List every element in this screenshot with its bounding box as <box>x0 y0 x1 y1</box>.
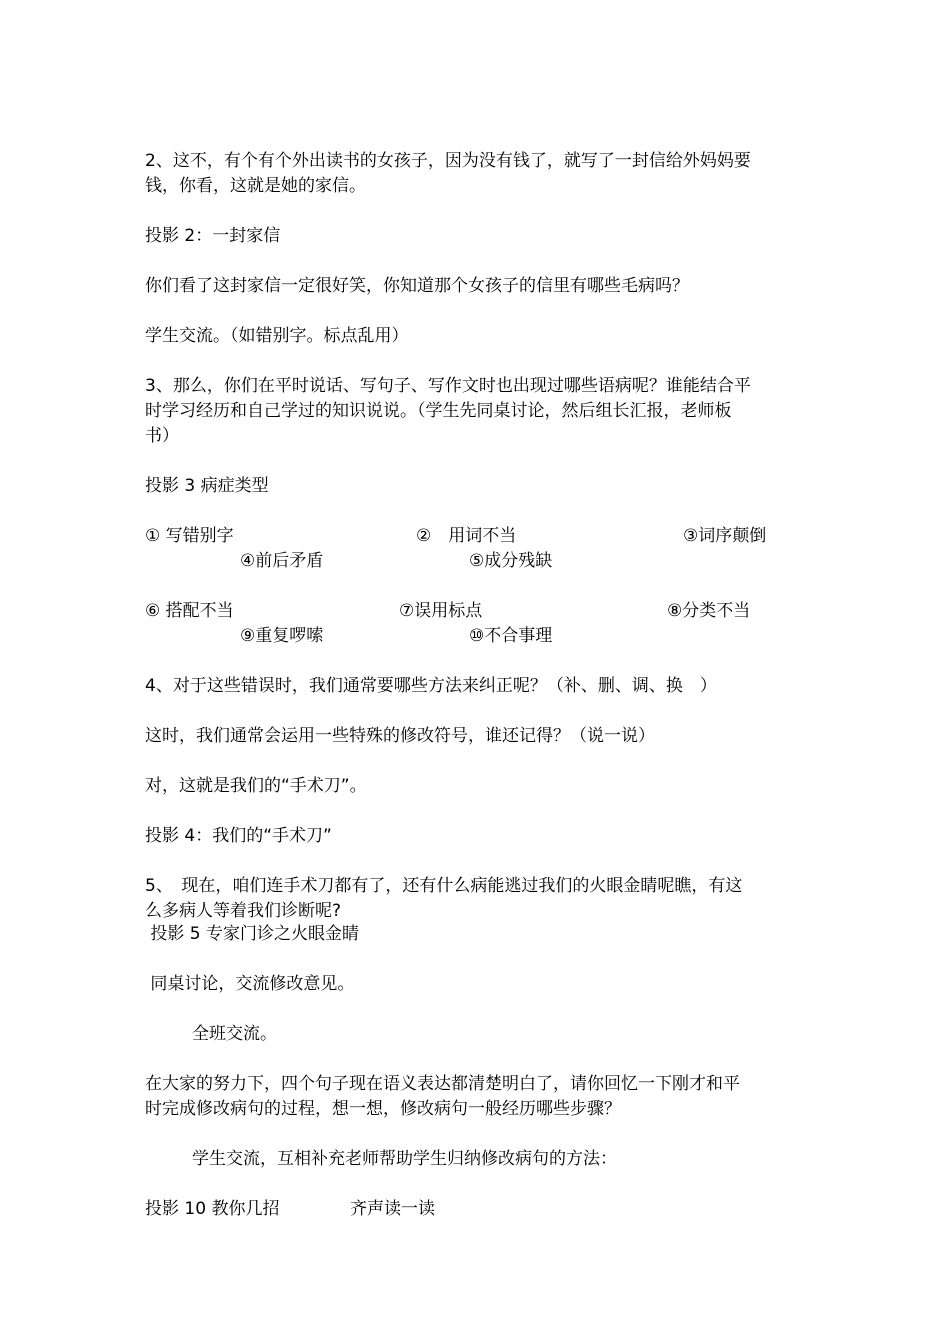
illness-type-2: ② 用词不当 <box>416 526 517 546</box>
paragraph-symbols: 这时，我们通常会运用一些特殊的修改符号，谁还记得？（说一说） <box>145 726 655 746</box>
paragraph-question: 你们看了这封家信一定很好笑，你知道那个女孩子的信里有哪些毛病吗？ <box>145 276 689 296</box>
paragraph-3-line-1: 3、那么，你们在平时说话、写句子、写作文时也出现过哪些语病呢？谁能结合平 <box>145 376 751 396</box>
paragraph-intro-line-2: 钱，你看，这就是她的家信。 <box>145 176 366 196</box>
paragraph-summary: 学生交流，互相补充老师帮助学生归纳修改病句的方法： <box>192 1149 617 1169</box>
paragraph-5-line-2: 么多病人等着我们诊断呢? <box>145 901 342 921</box>
illness-type-4: ④前后矛盾 <box>240 551 324 571</box>
paragraph-5-line-1: 5、 现在，咱们连手术刀都有了，还有什么病能逃过我们的火眼金睛呢瞧，有这 <box>145 876 743 896</box>
illness-type-9: ⑨重复啰嗦 <box>240 626 324 646</box>
read-aloud-instruction: 齐声读一读 <box>350 1199 435 1219</box>
illness-type-7: ⑦误用标点 <box>399 601 483 621</box>
paragraph-3-line-2: 时学习经历和自己学过的知识说说。（学生先同桌讨论，然后组长汇报，老师板 <box>145 401 732 421</box>
paragraph-scalpel: 对，这就是我们的“手术刀”。 <box>145 776 367 796</box>
illness-type-3: ③词序颠倒 <box>683 526 767 546</box>
paragraph-class-exchange: 全班交流。 <box>192 1024 277 1044</box>
illness-type-10: ⑩不合事理 <box>469 626 553 646</box>
paragraph-desk-discussion: 同桌讨论，交流修改意见。 <box>145 974 355 994</box>
paragraph-intro-line-1: 2、这不，有个有个外出读书的女孩子，因为没有钱了，就写了一封信给外妈妈要 <box>145 151 751 171</box>
illness-type-5: ⑤成分残缺 <box>469 551 553 571</box>
projection-4-heading: 投影 4：我们的“手术刀” <box>145 826 332 846</box>
projection-10-heading: 投影 10 教你几招 <box>145 1199 280 1219</box>
paragraph-4-methods: 4、对于这些错误时，我们通常要哪些方法来纠正呢？（补、删、调、换 ） <box>145 676 717 696</box>
paragraph-3-line-3: 书） <box>145 426 179 446</box>
paragraph-student-exchange: 学生交流。（如错别字。标点乱用） <box>145 326 409 346</box>
projection-3-heading: 投影 3 病症类型 <box>145 476 269 496</box>
illness-type-6: ⑥ 搭配不当 <box>145 601 234 621</box>
projection-2-heading: 投影 2：一封家信 <box>145 226 281 246</box>
projection-5-heading: 投影 5 专家门诊之火眼金睛 <box>145 924 360 944</box>
illness-type-8: ⑧分类不当 <box>667 601 751 621</box>
paragraph-review-line-1: 在大家的努力下，四个句子现在语义表达都清楚明白了，请你回忆一下刚才和平 <box>145 1074 740 1094</box>
illness-type-1: ① 写错别字 <box>145 526 234 546</box>
paragraph-review-line-2: 时完成修改病句的过程，想一想，修改病句一般经历哪些步骤？ <box>145 1099 621 1119</box>
